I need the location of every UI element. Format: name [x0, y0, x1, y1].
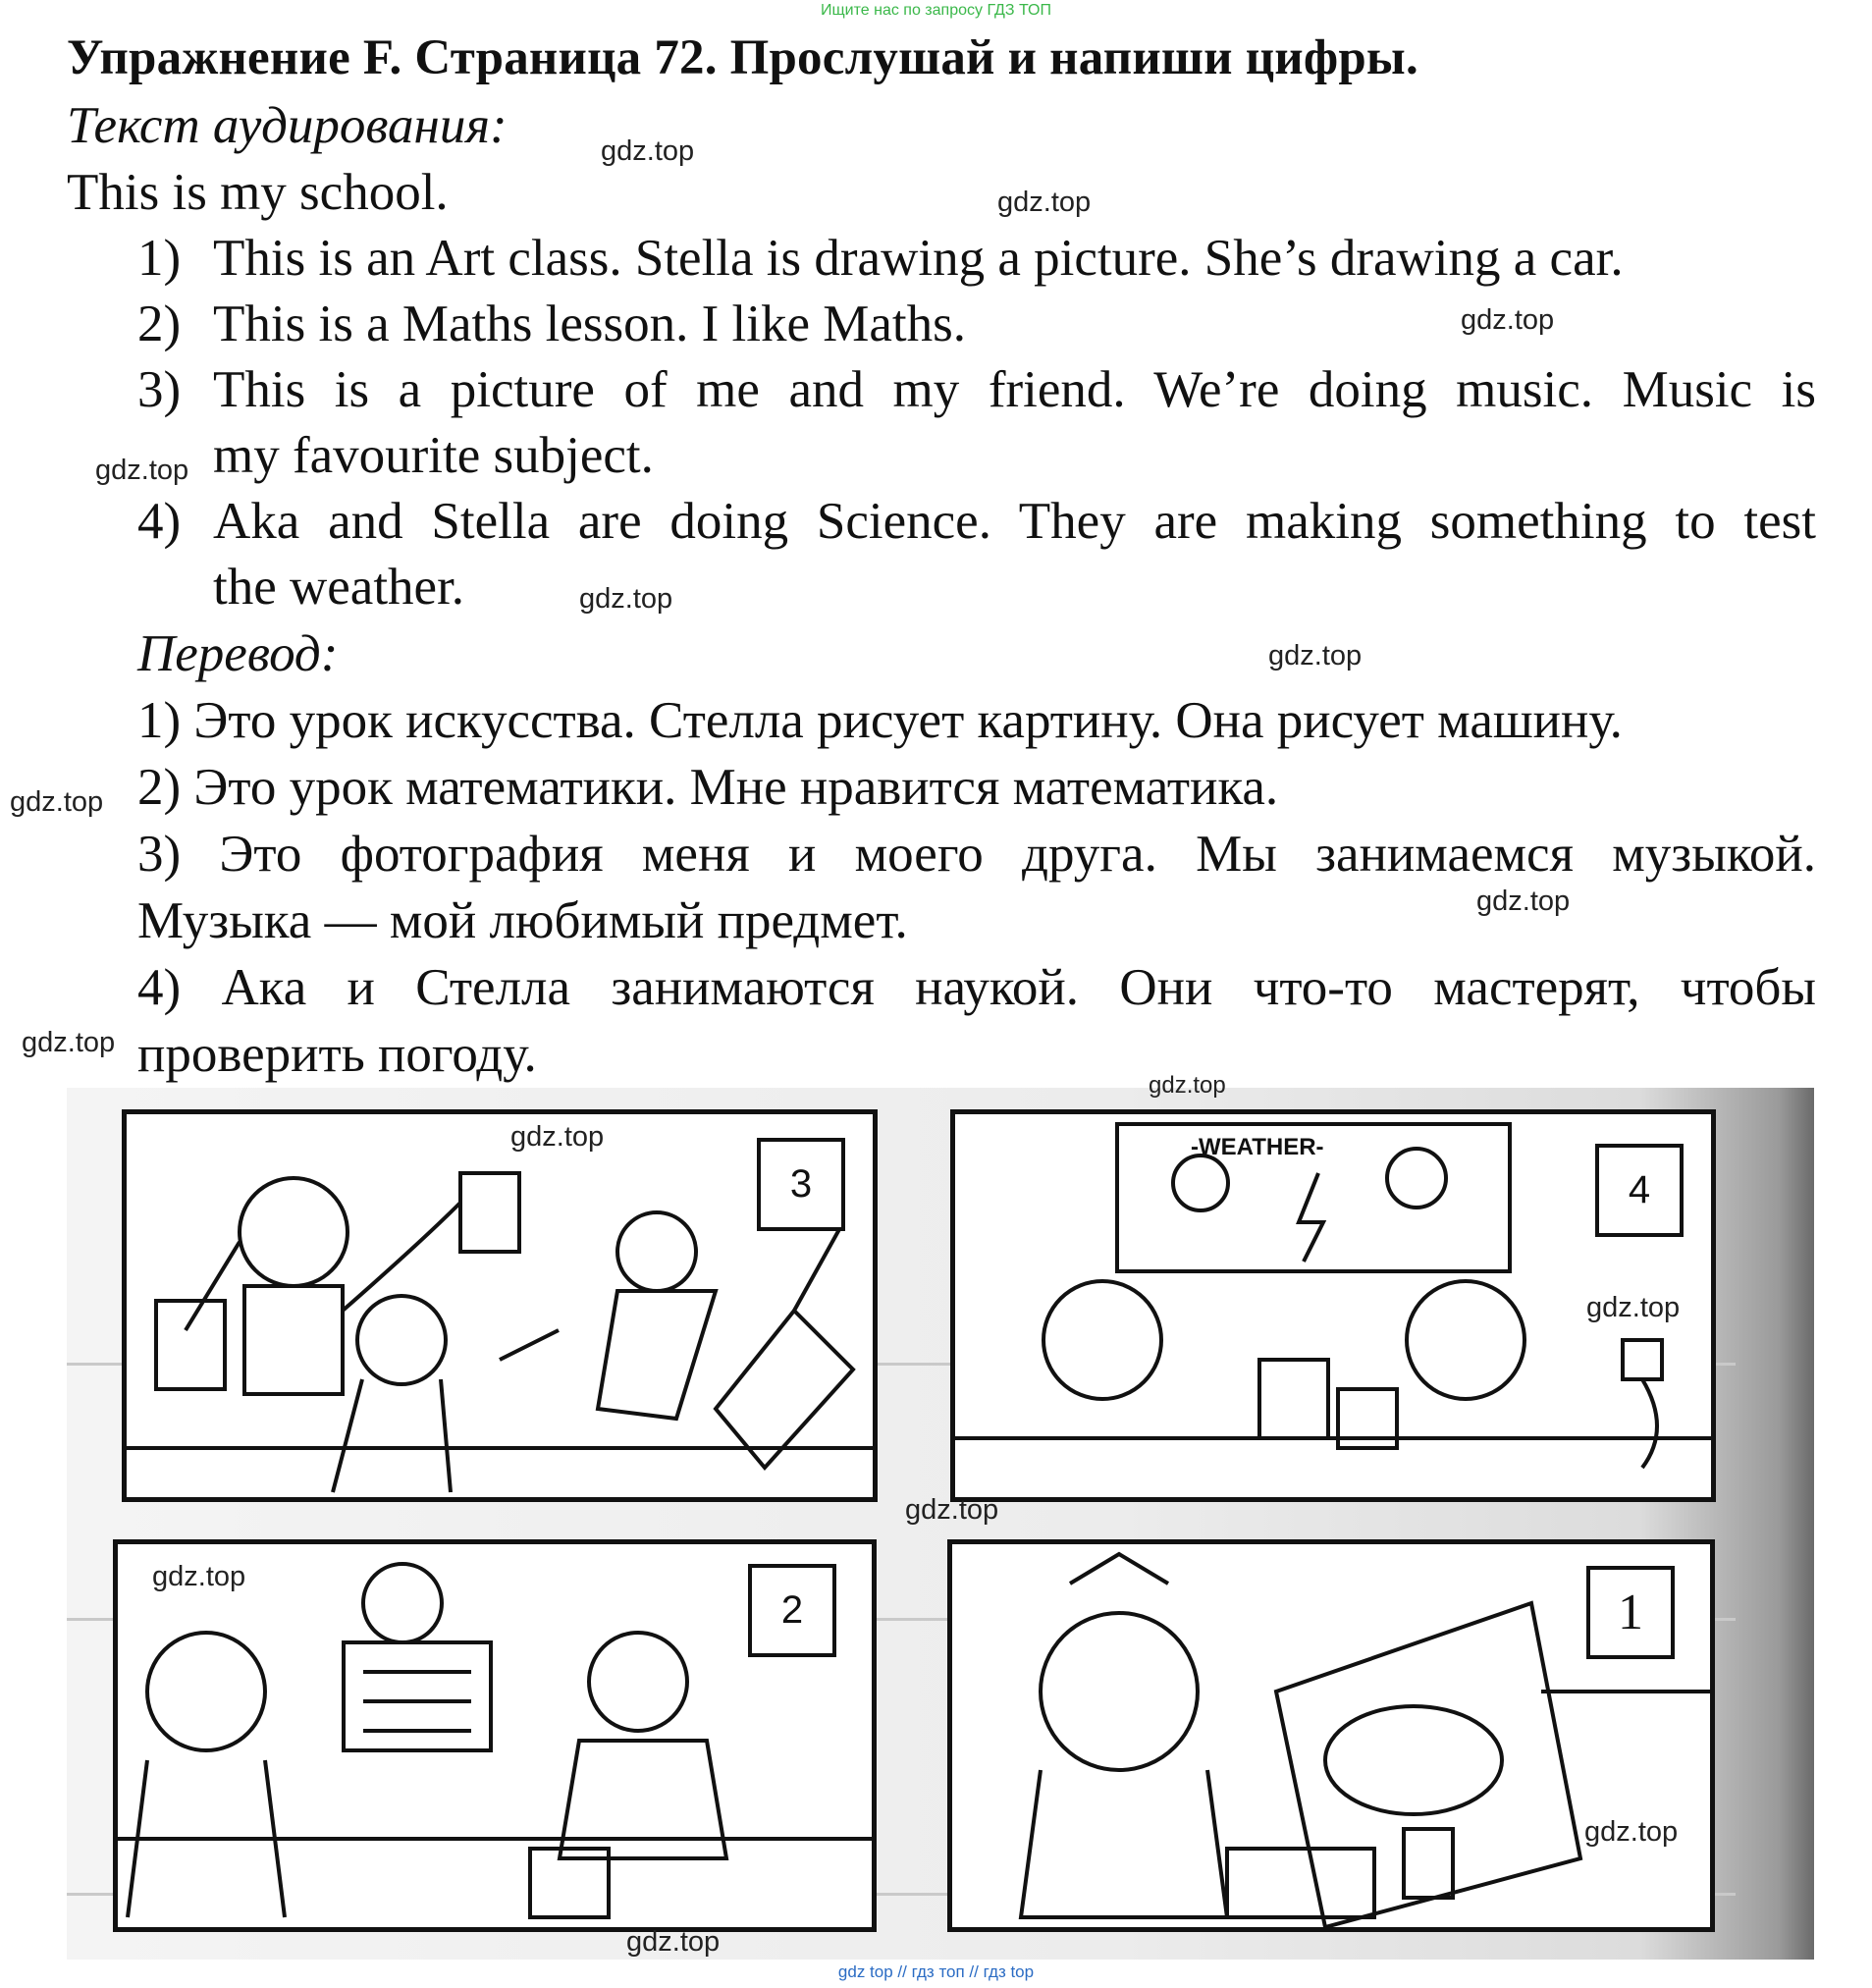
weather-poster-text: -WEATHER-	[1191, 1134, 1324, 1160]
russian-item-4: 4) Ака и Стелла занимаются наукой. Они что-то мастерят, чтобы	[137, 959, 1816, 1016]
english-item-2: 2) This is a Maths lesson. I like Maths.	[137, 296, 966, 352]
watermark: gdz.top	[579, 583, 673, 615]
answer-box-music: 3	[757, 1138, 845, 1231]
watermark: gdz.top	[1476, 886, 1571, 917]
english-item-1: 1) This is an Art class. Stella is drawing a picture. She’s drawing a car.	[137, 230, 1624, 287]
russian-item-3-cont: Музыка — мой любимый предмет.	[137, 892, 908, 949]
footer-links[interactable]: gdz top // гдз топ // гдз top	[837, 1962, 1035, 1981]
watermark: gdz.top	[905, 1494, 999, 1526]
watermark: gdz.top	[22, 1027, 116, 1058]
watermark: gdz.top	[601, 135, 695, 167]
watermark: gdz.top	[10, 786, 104, 818]
top-note[interactable]: Ищите нас по запросу ГДЗ ТОП	[821, 2, 1051, 19]
watermark: gdz.top	[997, 187, 1092, 218]
watermark: gdz.top	[152, 1561, 246, 1592]
russian-item-1: 1) Это урок искусства. Стелла рисует картину. Она рисует машину.	[137, 692, 1623, 749]
english-item-4-cont: the weather.	[213, 559, 465, 616]
panel-art	[947, 1539, 1715, 1932]
intro-line: This is my school.	[67, 164, 449, 221]
answer-box-science: 4	[1595, 1144, 1684, 1237]
watermark: gdz.top	[1149, 1072, 1226, 1099]
page-title: Упражнение F. Страница 72. Прослушай и напиши цифры.	[67, 30, 1418, 85]
listening-label: Текст аудирования:	[67, 97, 508, 154]
watermark: gdz.top	[1461, 304, 1555, 336]
panel-music	[122, 1109, 878, 1502]
watermark: gdz.top	[1268, 640, 1363, 672]
translation-label: Перевод:	[137, 625, 339, 682]
english-item-3-cont: my favourite subject.	[213, 427, 654, 484]
watermark: gdz.top	[1586, 1292, 1681, 1323]
russian-item-3: 3) Это фотография меня и моего друга. Мы занимаемся музыкой.	[137, 826, 1816, 883]
russian-item-4-cont: проверить погоду.	[137, 1026, 537, 1083]
watermark: gdz.top	[510, 1121, 605, 1153]
panel-maths	[113, 1539, 877, 1932]
answer-box-maths: 2	[748, 1564, 836, 1657]
watermark: gdz.top	[95, 455, 189, 486]
english-item-4: 4) Aka and Stella are doing Science. They are making something to test	[137, 493, 1816, 550]
watermark: gdz.top	[626, 1926, 721, 1958]
answer-box-art: 1	[1586, 1566, 1675, 1659]
english-item-3: 3) This is a picture of me and my friend. We’re doing music. Music is	[137, 361, 1816, 418]
watermark: gdz.top	[1584, 1816, 1679, 1848]
russian-item-2: 2) Это урок математики. Мне нравится математика.	[137, 759, 1279, 816]
